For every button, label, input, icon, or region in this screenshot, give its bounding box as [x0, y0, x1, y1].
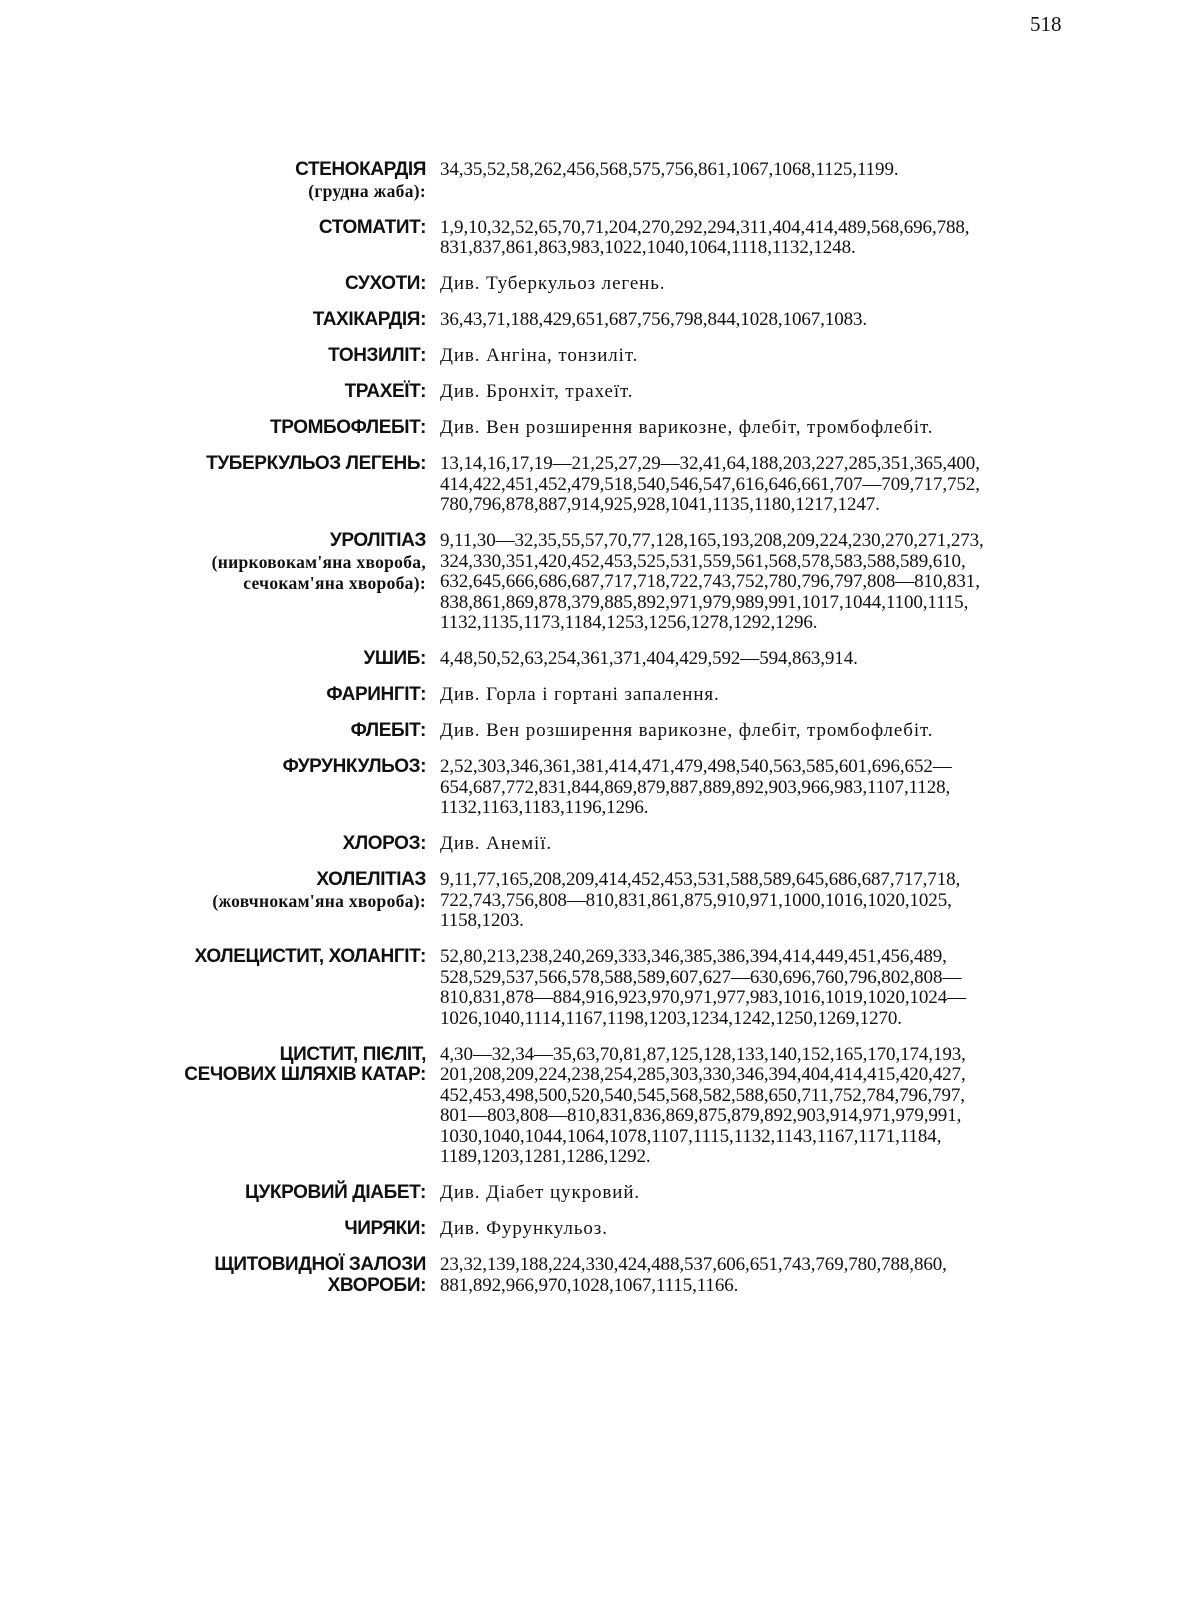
index-term-label: ТРАХЕЇТ: [344, 381, 426, 402]
index-term-label: ФЛЕБІТ: [350, 720, 426, 741]
index-term [100, 1219, 426, 1240]
index-entry [100, 947, 1080, 1029]
index-entry [100, 685, 1080, 706]
index-term [100, 218, 426, 239]
index-term-label: ХОЛЕЦИСТИТ, ХОЛАНГІТ: [194, 946, 426, 967]
cross-reference: Див. Ангіна, тонзиліт. [440, 345, 639, 366]
reference-numbers: 52,80,213,238,240,269,333,346,385,386,394,414,449,451,456,489, 528,529,537,566,578,588,589,607,627—630,696,760,796,802,808— 810,831,878—884,916,923,970,971,977,983,1016,1019,1020,1024— 1026,1040,1114,1167,1198,1203,1234,1242,1250,1269,1270. [440, 946, 967, 1029]
index-entry [100, 1255, 1080, 1296]
cross-reference: Див. Бронхіт, трахеїт. [440, 381, 634, 402]
cross-reference: Див. Вен розширення варикозне, флебіт, тромбофлебіт. [440, 417, 934, 438]
index-entry [100, 1183, 1080, 1204]
cross-reference: Див. Анемії. [440, 833, 553, 854]
index-term-label: ЩИТОВИДНОЇ ЗАЛОЗИ ХВОРОБИ: [214, 1254, 426, 1296]
index-term [100, 1183, 426, 1204]
index-term [100, 721, 426, 742]
index-entry [100, 310, 1080, 331]
index-term [100, 1255, 426, 1296]
index-entry [100, 274, 1080, 295]
index-term-label: ТОНЗИЛІТ: [328, 345, 426, 366]
index-term-label: ХОЛЕЛІТІАЗ [316, 869, 426, 890]
index-term-label: СТОМАТИТ: [318, 216, 426, 238]
index-term [100, 346, 426, 367]
index-term-subtitle: (жовчнокам'яна хвороба): [212, 890, 426, 911]
cross-reference: Див. Діабет цукровий. [440, 1182, 641, 1203]
reference-numbers: 36,43,71,188,429,651,687,756,798,844,1028,1067,1083. [440, 309, 868, 330]
index-term [100, 454, 426, 475]
index-term-label: ЦИСТИТ, ПІЄЛІТ, СЕЧОВИХ ШЛЯХІВ КАТАР: [184, 1043, 426, 1085]
index-entry [100, 418, 1080, 439]
index-term [100, 160, 426, 202]
reference-numbers: 4,48,50,52,63,254,361,371,404,429,592—594,863,914. [440, 648, 858, 669]
index-term [100, 649, 426, 670]
reference-numbers: 23,32,139,188,224,330,424,488,537,606,651,743,769,780,788,860, 881,892,966,970,1028,1067,1115,1166. [440, 1254, 947, 1296]
index-term [100, 685, 426, 706]
index-entry [100, 160, 1080, 202]
index-term-label: ФУРУНКУЛЬОЗ: [282, 756, 426, 777]
index-term [100, 1045, 426, 1086]
index-term-label: ТАХІКАРДІЯ: [312, 309, 426, 330]
index-entry [100, 870, 1080, 932]
index-term [100, 757, 426, 778]
index-entry [100, 834, 1080, 855]
cross-reference: Див. Горла і гортані запалення. [440, 684, 720, 705]
page-number: 518 [1030, 12, 1062, 36]
index-term-label: УШИБ: [363, 648, 426, 669]
index-term [100, 531, 426, 595]
index-term [100, 870, 426, 912]
index-term [100, 834, 426, 855]
reference-numbers: 9,11,77,165,208,209,414,452,453,531,588,589,645,686,687,717,718, 722,743,756,808—810,831,861,875,910,971,1000,1016,1020,1025, 1158,1203. [440, 869, 961, 931]
reference-numbers: 1,9,10,32,52,65,70,71,204,270,292,294,311,404,414,489,568,696,788, 831,837,861,863,983,1022,1040,1064,1118,1132,1248. [440, 216, 970, 258]
index-entry [100, 454, 1080, 516]
index-term [100, 382, 426, 403]
index-entry [100, 757, 1080, 819]
index-entry [100, 218, 1080, 259]
index-term [100, 310, 426, 331]
reference-numbers: 34,35,52,58,262,456,568,575,756,861,1067,1068,1125,1199. [440, 159, 899, 180]
index-term-label: УРОЛІТІАЗ [329, 530, 426, 551]
index-entry [100, 1045, 1080, 1168]
index-term-subtitle: (грудна жаба): [308, 180, 426, 201]
index-entry [100, 346, 1080, 367]
index-entry [100, 649, 1080, 670]
index-term-label: ЦУКРОВИЙ ДІАБЕТ: [245, 1182, 426, 1203]
index-term-subtitle: (нирковокам'яна хвороба, сечокам'яна хвороба): [211, 551, 426, 593]
reference-numbers: 9,11,30—32,35,55,57,70,77,128,165,193,208,209,224,230,270,271,273, 324,330,351,420,452,453,525,531,559,561,568,578,583,588,589,610, 632,645,666,686,687,717,718,722,743,752,780,796,797,808—810,831, 838,861,869,878,379,885,892,971,979,989,991,1017,1044,1100,1115, 1132,1135,1173,1184,1253,1256,1278,1292,1296. [440, 530, 984, 633]
index-term [100, 274, 426, 295]
index-term-label: ТУБЕРКУЛЬОЗ ЛЕГЕНЬ: [206, 453, 426, 474]
index-entry [100, 721, 1080, 742]
index-term-label: ЧИРЯКИ: [344, 1218, 426, 1239]
index-term-label: СТЕНОКАРДІЯ [295, 159, 426, 180]
index-entry [100, 382, 1080, 403]
cross-reference: Див. Туберкульоз легень. [440, 273, 666, 294]
index-term-label: ФАРИНГІТ: [326, 684, 426, 705]
index-term [100, 418, 426, 439]
index-term-label: ТРОМБОФЛЕБІТ: [270, 417, 426, 438]
index-term [100, 947, 426, 968]
cross-reference: Див. Вен розширення варикозне, флебіт, тромбофлебіт. [440, 720, 934, 741]
index-list [100, 160, 1080, 1312]
index-term-label: СУХОТИ: [344, 273, 426, 294]
index-entry [100, 531, 1080, 634]
reference-numbers: 4,30—32,34—35,63,70,81,87,125,128,133,140,152,165,170,174,193, 201,208,209,224,238,254,285,303,330,346,394,404,414,415,420,427, 452,453,498,500,520,540,545,568,582,588,650,711,752,784,796,797, 801—803,808—810,831,836,869,875,879,892,903,914,971,979,991, 1030,1040,1044,1064,1078,1107,1115,1132,1143,1167,1171,1184, 1189,1203,1281,1286,1292. [440, 1043, 966, 1167]
reference-numbers: 2,52,303,346,361,381,414,471,479,498,540,563,585,601,696,652— 654,687,772,831,844,869,879,887,889,892,903,966,983,1107,1128, 1132,1163,1183,1196,1296. [440, 756, 952, 818]
index-term-label: ХЛОРОЗ: [342, 833, 426, 854]
reference-numbers: 13,14,16,17,19—21,25,27,29—32,41,64,188,203,227,285,351,365,400, 414,422,451,452,479,518,540,546,547,616,646,661,707—709,717,752, 780,796,878,887,914,925,928,1041,1135,1180,1217,1247. [440, 453, 980, 515]
cross-reference: Див. Фурункульоз. [440, 1218, 608, 1239]
index-entry [100, 1219, 1080, 1240]
